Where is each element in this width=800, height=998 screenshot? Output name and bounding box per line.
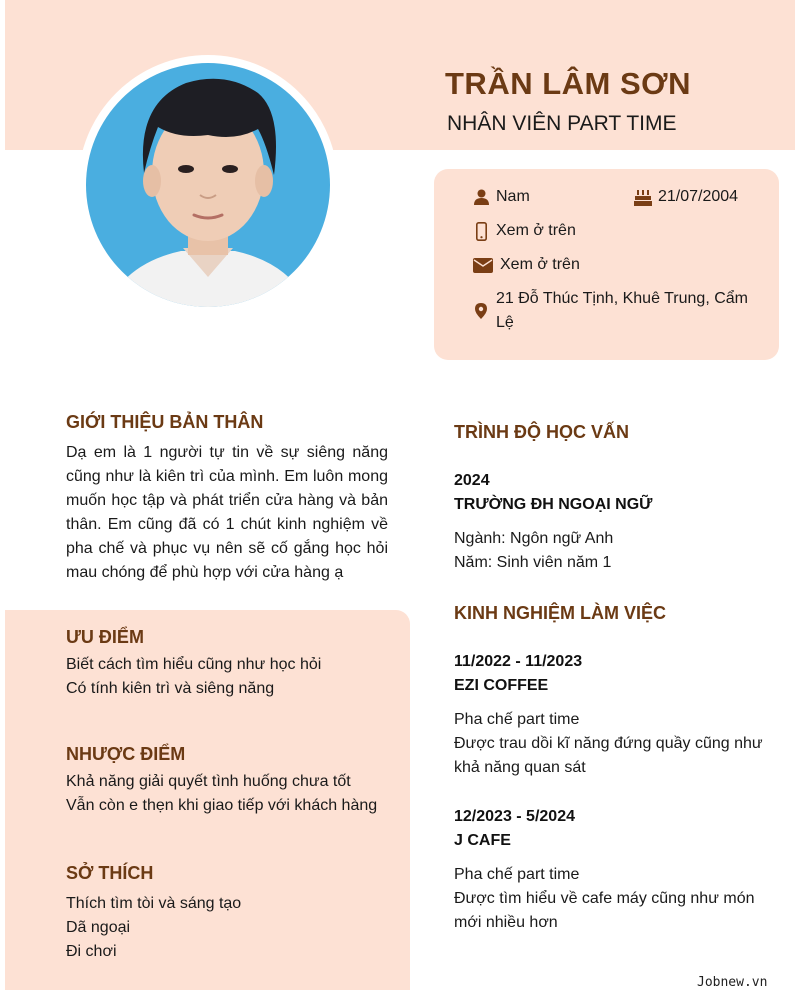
phone-value: Xem ở trên xyxy=(496,222,576,239)
phone-icon xyxy=(472,219,490,243)
address-value: 21 Đỗ Thúc Tịnh, Khuê Trung, Cẩm Lệ xyxy=(496,290,748,331)
list-item: Khả năng giải quyết tình huống chưa tốt xyxy=(66,773,351,790)
candidate-name: TRẦN LÂM SƠN xyxy=(445,66,691,101)
education-title: TRÌNH ĐỘ HỌC VẤN xyxy=(454,422,629,442)
strengths-list xyxy=(66,653,388,701)
user-icon xyxy=(472,185,490,209)
contact-address xyxy=(472,287,762,335)
about-title: GIỚI THIỆU BẢN THÂN xyxy=(66,412,264,432)
contact-phone xyxy=(472,219,576,243)
job-position: Pha chế part time xyxy=(454,711,580,728)
job-period: 11/2022 - 11/2023 xyxy=(454,653,583,670)
candidate-role: NHÂN VIÊN PART TIME xyxy=(447,112,677,135)
list-item: Vẫn còn e thẹn khi giao tiếp với khách hàng xyxy=(66,797,378,814)
job-detail: Được trau dồi kĩ năng đứng quầy cũng như khả năng quan sát xyxy=(454,735,763,776)
education-details xyxy=(454,527,779,575)
job-details xyxy=(454,863,779,935)
map-pin-icon xyxy=(472,287,490,335)
list-item: Thích tìm tòi và sáng tạo xyxy=(66,895,242,912)
job-company: J CAFE xyxy=(454,832,511,849)
about-text: Dạ em là 1 người tự tin về sự siêng năng cũng như là kiên trì của mình. Em luôn mong muốn học tập và phát triển cửa hàng và bản thân. Em cũng đã có 1 chút kinh nghiệm về pha chế và phục vụ nên sẽ cố gắng học hỏi mau chóng để phù hợp với cửa hàng ạ xyxy=(66,444,388,581)
job-position: Pha chế part time xyxy=(454,866,580,883)
list-item: Biết cách tìm hiểu cũng như học hỏi xyxy=(66,656,322,673)
hobbies-list xyxy=(66,892,388,964)
experience-title: KINH NGHIỆM LÀM VIỆC xyxy=(454,603,667,623)
hobbies-title: SỞ THÍCH xyxy=(66,863,154,883)
contact-email xyxy=(472,253,580,277)
email-value: Xem ở trên xyxy=(500,256,580,273)
gender-value: Nam xyxy=(496,188,530,205)
contact-birthday xyxy=(634,185,738,209)
envelope-icon xyxy=(472,253,494,277)
job-period: 12/2023 - 5/2024 xyxy=(454,808,575,825)
weaknesses-list xyxy=(66,770,388,818)
birthday-cake-icon xyxy=(634,185,652,209)
contact-card xyxy=(434,169,779,360)
contact-gender xyxy=(472,185,530,209)
strengths-title: ƯU ĐIỂM xyxy=(66,627,144,647)
birthday-value: 21/07/2004 xyxy=(658,188,739,205)
job-detail: Được tìm hiểu về cafe máy cũng như món mới nhiều hơn xyxy=(454,890,755,931)
list-item: Dã ngoại xyxy=(66,919,131,936)
job-details xyxy=(454,708,779,780)
education-year: 2024 xyxy=(454,472,490,489)
list-item: Đi chơi xyxy=(66,943,117,960)
education-school: TRƯỜNG ĐH NGOẠI NGỮ xyxy=(454,496,653,513)
education-major: Ngành: Ngôn ngữ Anh xyxy=(454,530,614,547)
avatar xyxy=(86,63,330,307)
list-item: Có tính kiên trì và siêng năng xyxy=(66,680,275,697)
job-company: EZI COFFEE xyxy=(454,677,549,694)
weaknesses-title: NHƯỢC ĐIỂM xyxy=(66,744,186,764)
brand-watermark: Jobnew.vn xyxy=(697,975,768,990)
education-level: Năm: Sinh viên năm 1 xyxy=(454,554,612,571)
